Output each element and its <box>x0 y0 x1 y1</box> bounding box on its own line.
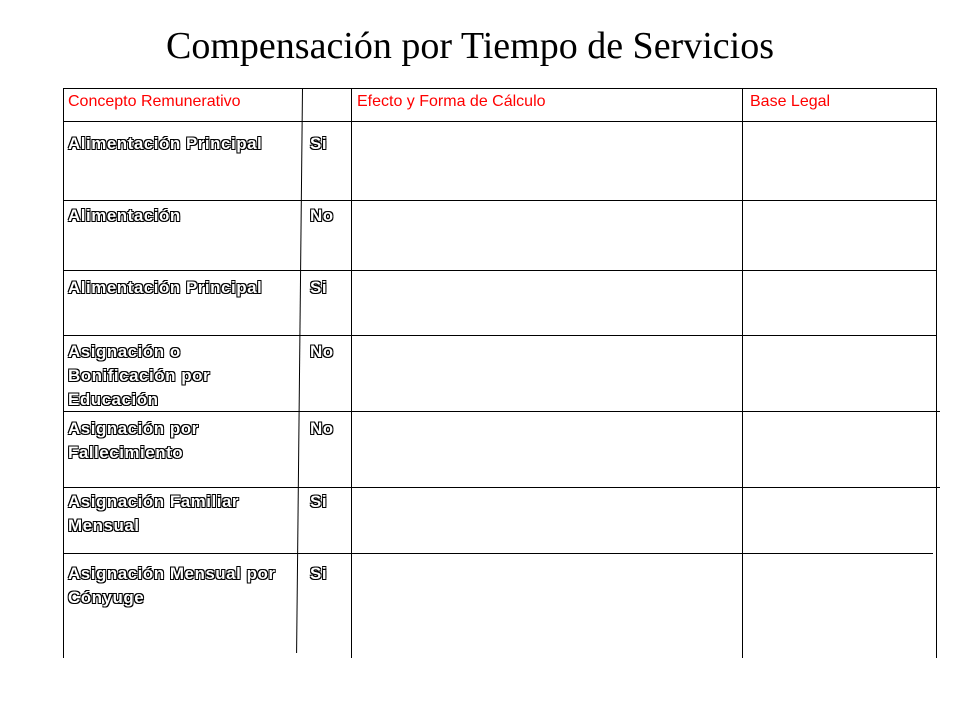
header-efecto: Efecto y Forma de Cálculo <box>357 93 546 110</box>
header-base-legal: Base Legal <box>750 93 831 110</box>
header-divider <box>63 121 936 122</box>
row-divider <box>63 200 936 201</box>
row-concept: Alimentación Principal <box>68 134 263 153</box>
row-concept: Asignación Mensual por Cónyuge <box>68 564 276 607</box>
column-divider <box>351 88 352 658</box>
row-applies: Si <box>310 278 328 297</box>
row-applies: No <box>310 419 334 438</box>
table-border-left <box>63 88 64 658</box>
row-divider <box>63 335 936 336</box>
row-applies: No <box>310 342 334 361</box>
table-border-right <box>936 88 937 658</box>
row-applies: Si <box>310 564 328 583</box>
row-applies: Si <box>310 134 328 153</box>
row-concept: Alimentación <box>68 206 181 225</box>
row-concept: Asignación por Fallecimiento <box>68 419 199 462</box>
row-divider <box>63 487 940 488</box>
row-divider <box>63 270 936 271</box>
table-border-top <box>63 88 936 89</box>
row-divider <box>63 553 933 554</box>
page-title: Compensación por Tiempo de Servicios <box>166 25 774 67</box>
row-applies: No <box>310 206 334 225</box>
row-concept: Asignación o Bonificación por Educación <box>68 342 211 409</box>
column-divider <box>742 88 743 658</box>
row-concept: Asignación Familiar Mensual <box>68 492 240 535</box>
row-applies: Si <box>310 492 328 511</box>
row-concept: Alimentación Principal <box>68 278 263 297</box>
header-concepto: Concepto Remunerativo <box>68 93 241 110</box>
